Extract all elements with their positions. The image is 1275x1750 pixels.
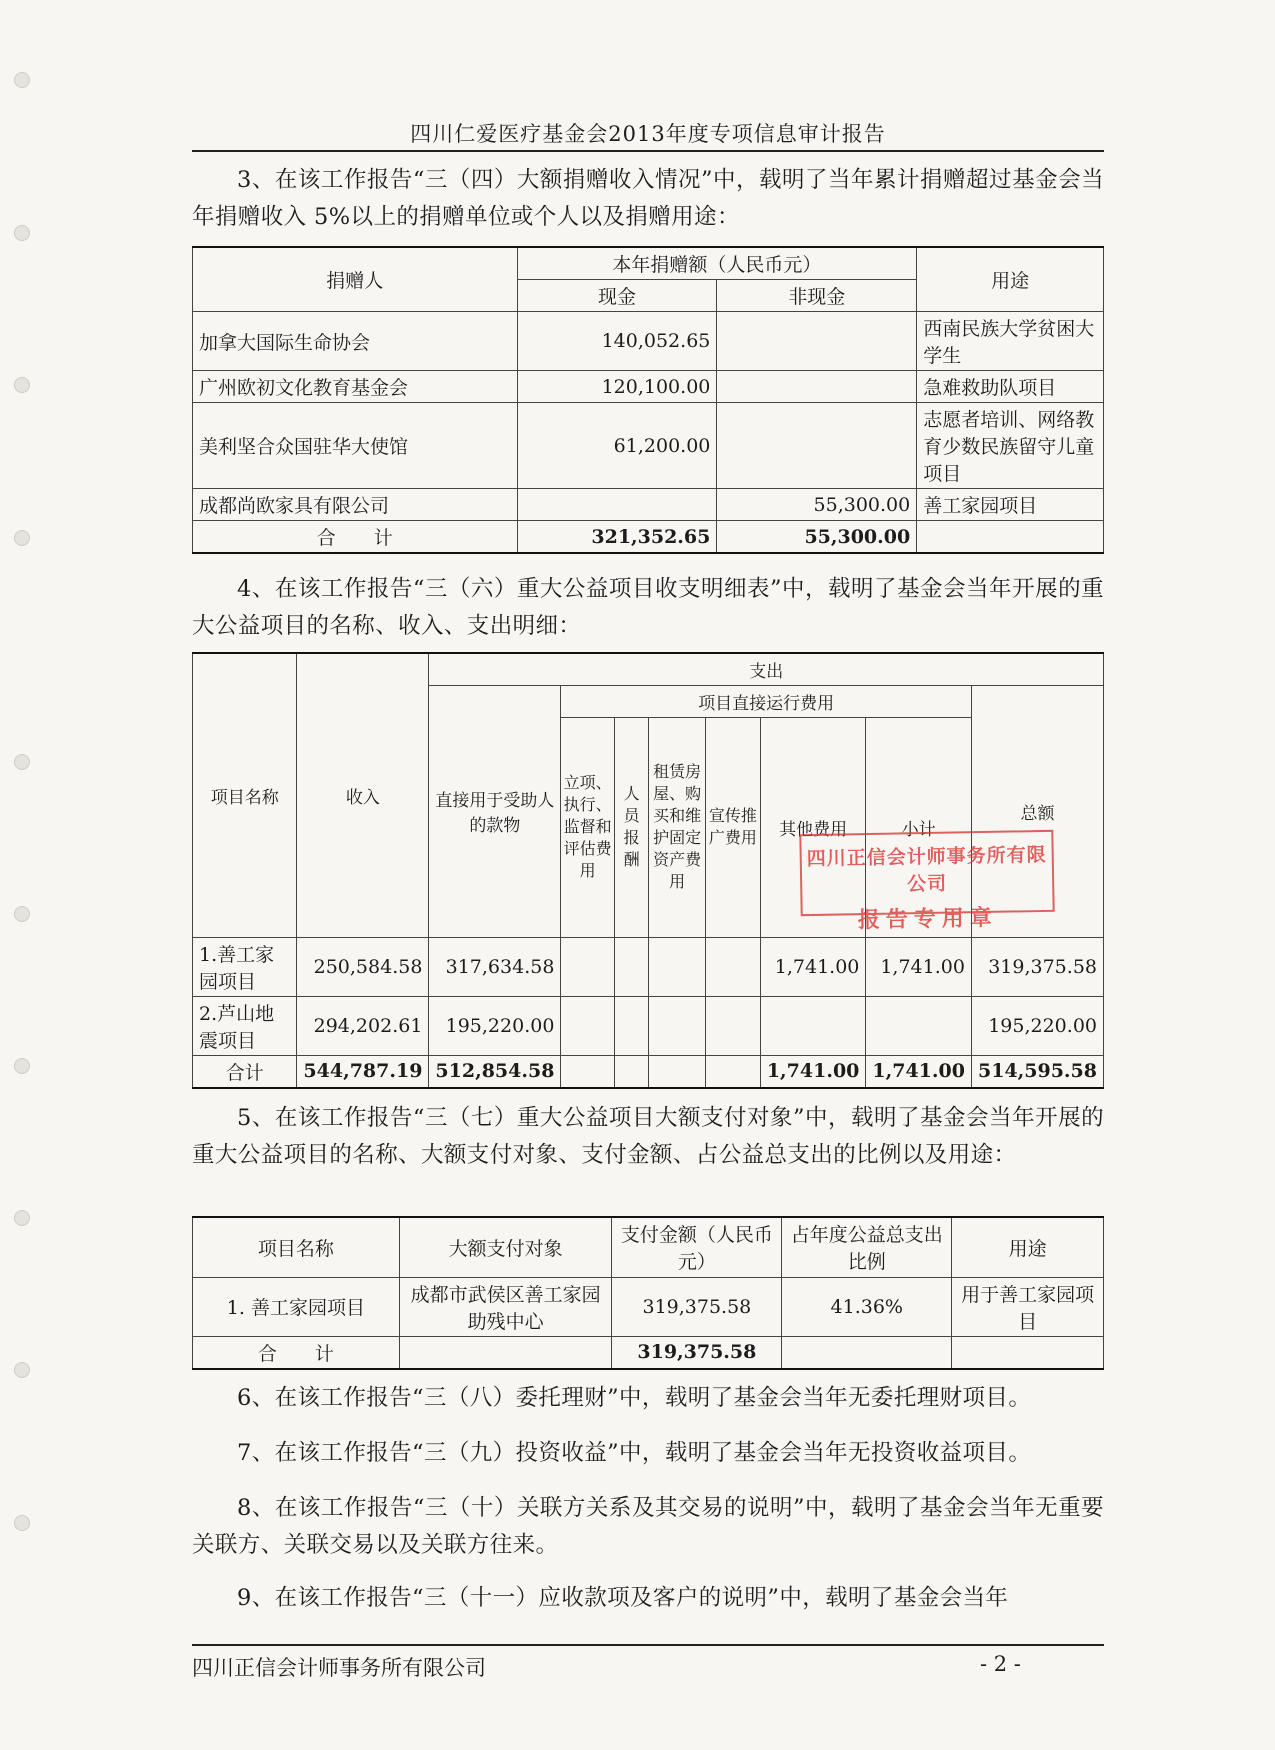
purpose-cell: 善工家园项目 [917,489,1104,521]
page-number: - 2 - [980,1652,1021,1676]
donor-cell: 美利坚合众国驻华大使馆 [193,403,518,489]
punch-hole-icon [14,225,30,241]
punch-hole-icon [14,72,30,88]
total-row [193,1336,1104,1369]
header-promo-cost: 宣传推广费用 [705,717,760,937]
promo-cell [705,937,760,996]
header-donor: 捐赠人 [193,247,518,312]
punch-hole-icon [14,1362,30,1378]
punch-hole-icon [14,530,30,546]
total-purpose [952,1336,1104,1369]
section-8-text: 8、在该工作报告“三（十）关联方关系及其交易的说明”中，载明了基金会当年无重要关联方、关联交易以及关联方往来。 [192,1495,1104,1558]
sum-other: 1,741.00 [760,1055,866,1088]
table-row [193,937,1104,996]
total-cell: 319,375.58 [971,937,1103,996]
noncash-cell [717,312,917,371]
table-row [193,312,1104,371]
sum-subtotal: 1,741.00 [866,1055,972,1088]
ratio-cell: 41.36% [782,1277,952,1336]
noncash-cell [717,371,917,403]
cash-cell: 120,100.00 [517,371,717,403]
sum-setup [561,1055,615,1088]
donor-cell: 成都尚欧家具有限公司 [193,489,518,521]
purpose-cell: 西南民族大学贫困大学生 [917,312,1104,371]
sum-label: 合计 [193,1055,297,1088]
rent-cell [649,996,706,1055]
income-cell: 294,202.61 [297,996,429,1055]
section-4-text: 4、在该工作报告“三（六）重大公益项目收支明细表”中，载明了基金会当年开展的重大公益项目的名称、收入、支出明细： [192,576,1104,639]
section-3-text: 3、在该工作报告“三（四）大额捐赠收入情况”中，载明了当年累计捐赠超过基金会当年捐赠收入 5%以上的捐赠单位或个人以及捐赠用途： [192,167,1104,230]
cash-cell: 140,052.65 [517,312,717,371]
table-row [193,1277,1104,1336]
project-name-cell: 2.芦山地震项目 [193,996,297,1055]
total-noncash: 55,300.00 [717,521,917,554]
section-9-text: 9、在该工作报告“三（十一）应收款项及客户的说明”中，载明了基金会当年 [237,1585,1009,1611]
header-rent-cost: 租赁房屋、购买和维护固定资产费用 [649,717,706,937]
punch-hole-icon [14,1515,30,1531]
sum-staff [614,1055,648,1088]
setup-cell [561,996,615,1055]
setup-cell [561,937,615,996]
punch-hole-icon [14,1058,30,1074]
purpose-cell: 志愿者培训、网络教育少数民族留守儿童项目 [917,403,1104,489]
header-staff-pay: 人员报酬 [614,717,648,937]
total-cell: 195,220.00 [971,996,1103,1055]
page-header: 四川仁爱医疗基金会2013年度专项信息审计报告 [410,122,886,146]
amount-cell: 319,375.58 [612,1277,782,1336]
header-expense-ratio: 占年度公益总支出比例 [782,1217,952,1277]
header-total: 总额 [971,685,1103,937]
section-7-text: 7、在该工作报告“三（九）投资收益”中，载明了基金会当年无投资收益项目。 [237,1440,1032,1466]
cash-cell: 61,200.00 [517,403,717,489]
header-project-name: 项目名称 [193,1217,400,1277]
footer-firm-name: 四川正信会计师事务所有限公司 [192,1656,486,1680]
noncash-cell [717,403,917,489]
header-setup-cost: 立项、执行、监督和评估费用 [561,717,615,937]
table-row [193,489,1104,521]
header-other-cost: 其他费用 [760,717,866,937]
header-subtotal: 小计 [866,717,972,937]
stamp-purpose: 报告专用章 [857,905,999,934]
purpose-cell: 急难救助队项目 [917,371,1104,403]
table-row [193,996,1104,1055]
sum-income: 544,787.19 [297,1055,429,1088]
punch-hole-icon [14,906,30,922]
total-amount: 319,375.58 [612,1336,782,1369]
other-cell [760,996,866,1055]
official-seal-stamp [799,830,1054,934]
punch-hole-icon [14,377,30,393]
total-row [193,1055,1104,1088]
other-cell: 1,741.00 [760,937,866,996]
subtotal-cell [866,996,972,1055]
total-label: 合 计 [193,521,518,554]
donation-table [192,246,1104,554]
header-purpose: 用途 [952,1217,1104,1277]
direct-aid-cell: 317,634.58 [429,937,561,996]
promo-cell [705,996,760,1055]
punch-hole-icon [14,754,30,770]
donor-cell: 广州欧初文化教育基金会 [193,371,518,403]
cash-cell [517,489,717,521]
total-payee [399,1336,612,1369]
header-income: 收入 [297,653,429,937]
stamp-firm-name: 四川正信会计师事务所有限公司 [806,843,1047,896]
punch-hole-icon [14,1210,30,1226]
header-payment-amount: 支付金额（人民币元） [612,1217,782,1277]
section-5-text: 5、在该工作报告“三（七）重大公益项目大额支付对象”中，载明了基金会当年开展的重大公益项目的名称、大额支付对象、支付金额、占公益总支出的比例以及用途： [192,1105,1104,1168]
purpose-cell: 用于善工家园项目 [952,1277,1104,1336]
noncash-cell: 55,300.00 [717,489,917,521]
subtotal-cell: 1,741.00 [866,937,972,996]
project-name-cell: 1. 善工家园项目 [193,1277,400,1336]
table-row [193,403,1104,489]
table-row [193,371,1104,403]
large-payment-table [192,1216,1104,1370]
section-6-text: 6、在该工作报告“三（八）委托理财”中，载明了基金会当年无委托理财项目。 [237,1385,1032,1411]
header-amount-group: 本年捐赠额（人民币元） [517,247,917,280]
rent-cell [649,937,706,996]
staff-cell [614,996,648,1055]
sum-total: 514,595.58 [971,1055,1103,1088]
sum-rent [649,1055,706,1088]
footer-divider [192,1644,1104,1646]
header-payee: 大额支付对象 [399,1217,612,1277]
sum-promo [705,1055,760,1088]
header-purpose: 用途 [917,247,1104,312]
header-direct-aid: 直接用于受助人的款物 [429,685,561,937]
header-divider [192,150,1104,152]
payee-cell: 成都市武侯区善工家园助残中心 [399,1277,612,1336]
sum-direct-aid: 512,854.58 [429,1055,561,1088]
total-ratio [782,1336,952,1369]
income-cell: 250,584.58 [297,937,429,996]
header-operating-group: 项目直接运行费用 [561,685,972,717]
header-noncash: 非现金 [717,280,917,312]
header-cash: 现金 [517,280,717,312]
total-cash: 321,352.65 [517,521,717,554]
total-purpose [917,521,1104,554]
staff-cell [614,937,648,996]
total-label: 合 计 [193,1336,400,1369]
header-project-name: 项目名称 [193,653,297,937]
total-row [193,521,1104,554]
header-expense-group: 支出 [429,653,1104,685]
donor-cell: 加拿大国际生命协会 [193,312,518,371]
direct-aid-cell: 195,220.00 [429,996,561,1055]
project-name-cell: 1.善工家园项目 [193,937,297,996]
